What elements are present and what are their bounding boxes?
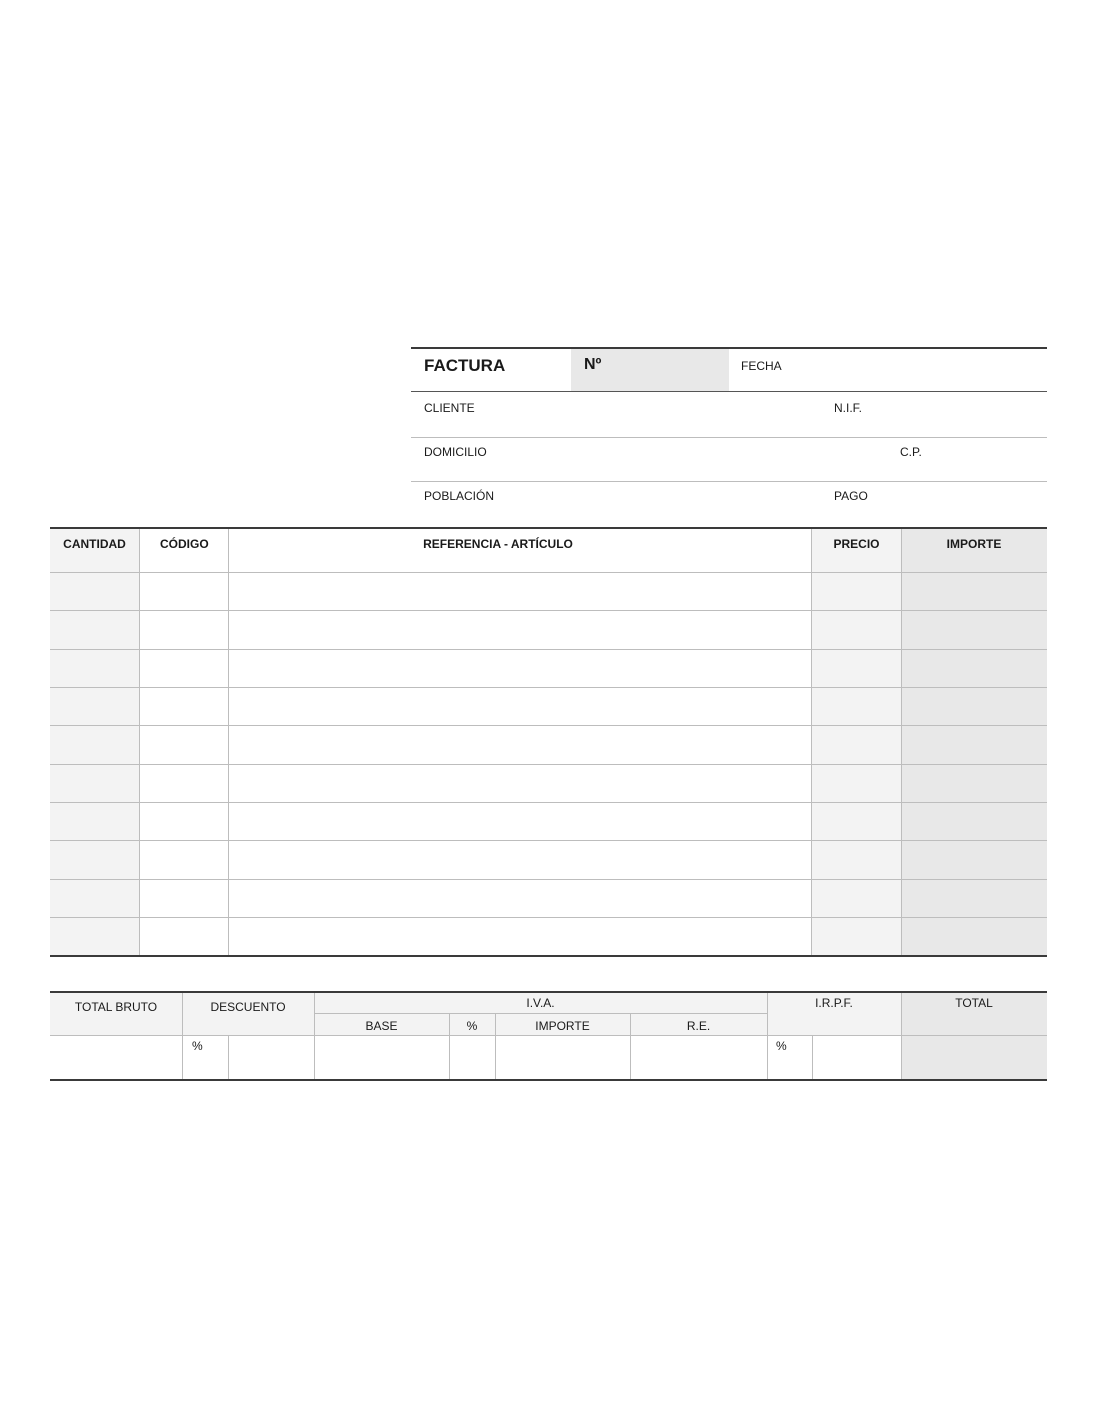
table-row[interactable] [50, 610, 1047, 611]
irpf-label: I.R.P.F. [815, 996, 853, 1010]
descuento-label: DESCUENTO [210, 1000, 286, 1014]
date-label: FECHA [741, 359, 782, 373]
table-row[interactable] [50, 572, 1047, 573]
grid-vline [139, 529, 140, 955]
table-row[interactable] [50, 764, 1047, 765]
items-top-rule [50, 527, 1047, 529]
iva-sub-rule [314, 1013, 767, 1014]
payment-label: PAGO [834, 489, 868, 503]
iva-importe-label: IMPORTE [535, 1019, 590, 1033]
iva-re-label: R.E. [686, 1019, 711, 1033]
column-header-precio: PRECIO [833, 537, 880, 551]
grid-vline [901, 529, 902, 955]
client-label: CLIENTE [424, 401, 475, 415]
irpf-percent-label: % [776, 1039, 787, 1053]
table-row[interactable] [50, 649, 1047, 650]
price-column-shade [812, 529, 901, 955]
table-row[interactable] [50, 840, 1047, 841]
items-bottom-rule [50, 955, 1047, 957]
grid-vline [228, 529, 229, 955]
header-rule-2 [411, 391, 1047, 392]
table-row[interactable] [50, 687, 1047, 688]
descuento-percent-label: % [192, 1039, 203, 1053]
column-header-referencia: REFERENCIA - ARTÍCULO [423, 537, 573, 551]
table-row[interactable] [50, 802, 1047, 803]
iva-label: I.V.A. [526, 996, 555, 1010]
column-header-codigo: CÓDIGO [160, 537, 209, 551]
grid-vline [812, 1035, 813, 1079]
town-label: POBLACIÓN [424, 489, 495, 503]
total-label: TOTAL [955, 996, 993, 1010]
table-row[interactable] [50, 725, 1047, 726]
invoice-title: FACTURA [424, 356, 506, 375]
header-rule-3 [411, 437, 1047, 438]
totals-mid-rule [50, 1035, 1047, 1036]
amount-column-shade [901, 529, 1047, 955]
grid-vline [811, 529, 812, 955]
header-rule-4 [411, 481, 1047, 482]
invoice-number-label: Nº [584, 356, 602, 373]
table-row[interactable] [50, 917, 1047, 918]
grid-vline [228, 1035, 229, 1079]
nif-label: N.I.F. [834, 401, 863, 415]
iva-percent-label: % [466, 1019, 478, 1033]
address-label: DOMICILIO [424, 445, 487, 459]
table-row[interactable] [50, 879, 1047, 880]
column-header-importe: IMPORTE [946, 537, 1002, 551]
totals-bottom-rule [50, 1079, 1047, 1081]
quantity-column-shade [50, 529, 139, 955]
postal-code-label: C.P. [900, 445, 922, 459]
iva-base-label: BASE [365, 1019, 398, 1033]
date-field[interactable] [731, 349, 1047, 391]
totals-top-rule [50, 991, 1047, 993]
column-header-cantidad: CANTIDAD [63, 537, 126, 551]
total-bruto-label: TOTAL BRUTO [74, 1000, 158, 1014]
